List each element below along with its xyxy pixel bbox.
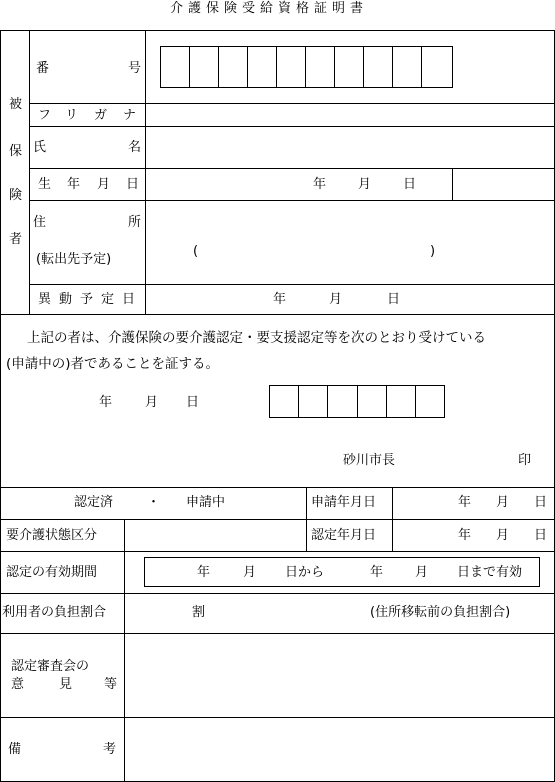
number-label-2: 号: [128, 61, 142, 76]
mayor-label: 砂川市長: [343, 453, 396, 468]
care-level-label: 要介護状態区分: [6, 528, 98, 543]
name-label-2: 名: [128, 140, 142, 155]
applying-option[interactable]: 申請中: [186, 495, 226, 510]
address-note: (転出先予定): [36, 252, 112, 267]
burden-note: (住所移転前の負担割合): [370, 605, 511, 620]
name-field[interactable]: [146, 127, 554, 168]
remarks-field[interactable]: [125, 718, 554, 781]
page-title: 介護保険受給資格証明書: [170, 1, 369, 16]
address-label-2: 所: [128, 215, 142, 230]
name-label-1: 氏: [33, 140, 47, 155]
burden-field[interactable]: [130, 597, 188, 627]
address-field[interactable]: [205, 236, 425, 262]
certify-text: 上記の者は、介護保険の要介護認定・要支援認定等を次のとおり受けている (申請中の)者であることを証する。: [6, 330, 486, 372]
burden-label: 利用者の負担割合: [2, 605, 107, 620]
apply-date-label: 申請年月日: [311, 495, 377, 510]
seal-label: 印: [518, 453, 532, 468]
opinion-field[interactable]: [125, 634, 554, 717]
remarks-label-1: 備: [8, 742, 22, 757]
burden-unit: 割: [192, 605, 206, 620]
address-label-1: 住: [33, 215, 47, 230]
cert-date-label: 認定年月日: [311, 528, 377, 543]
validity-label: 認定の有効期間: [6, 565, 98, 580]
address-paren-close: ): [430, 244, 436, 259]
option-separator: ・: [147, 495, 161, 510]
certified-option[interactable]: 認定済: [74, 495, 114, 510]
care-level-field[interactable]: [125, 520, 306, 551]
address-paren-open: (: [193, 244, 199, 259]
remarks-label-2: 考: [103, 742, 117, 757]
furigana-field[interactable]: [146, 104, 554, 126]
number-label-1: 番: [36, 61, 50, 76]
